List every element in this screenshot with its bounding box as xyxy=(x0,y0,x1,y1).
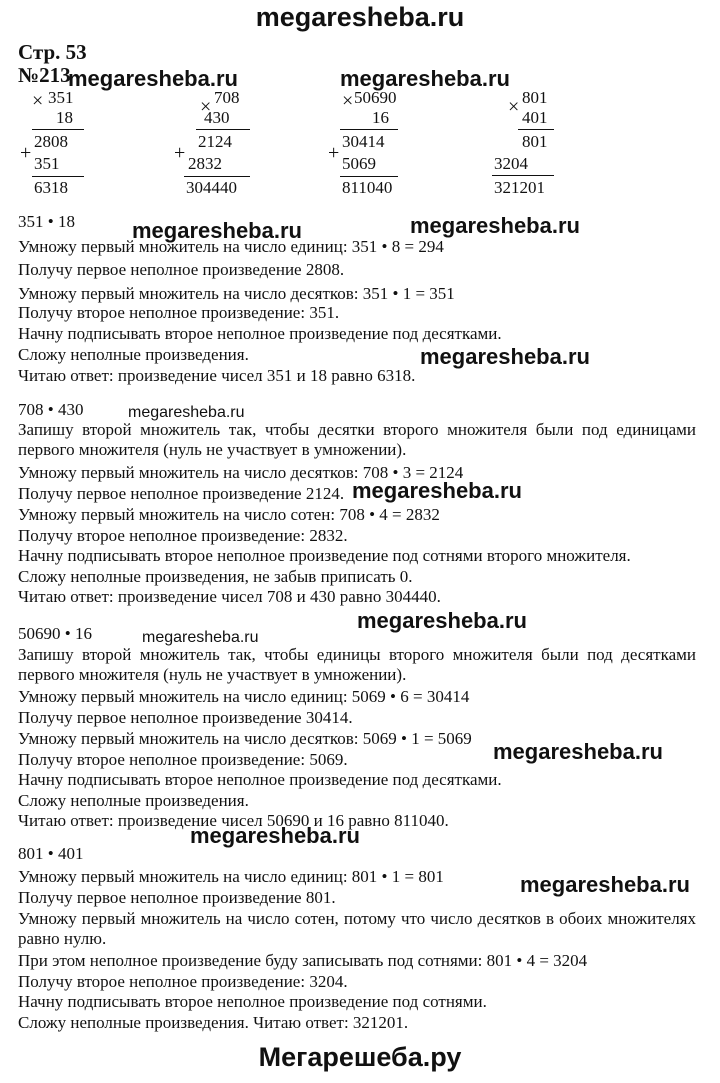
plus-sign: + xyxy=(20,142,32,164)
partial-product-2: 3204 xyxy=(494,154,528,173)
partial-product-1: 2124 xyxy=(198,132,232,151)
text-line: Читаю ответ: произведение чисел 351 и 18 равно 6318. xyxy=(18,366,416,385)
column-multiplication xyxy=(478,88,578,198)
column-multiplication xyxy=(22,88,112,198)
partial-product-2: 2832 xyxy=(188,154,222,173)
partial-product-2: 5069 xyxy=(342,154,376,173)
text-line: Умножу первый множитель на число единиц: 5069 • 6 = 30414 xyxy=(18,687,470,706)
text-line: Сложу неполные произведения. xyxy=(18,345,249,364)
multiplicand: 801 xyxy=(522,88,548,107)
product: 304440 xyxy=(186,178,237,197)
watermark: megaresheba.ru xyxy=(420,344,590,369)
text-line: При этом неполное произведение буду записывать под сотнями: 801 • 4 = 3204 xyxy=(18,951,588,970)
watermark: megaresheba.ru xyxy=(340,66,510,91)
section-title: 708 • 430 xyxy=(18,400,84,419)
rule xyxy=(340,176,398,177)
watermark: megaresheba.ru xyxy=(132,218,302,243)
text-line: Умножу первый множитель на число десятков: 351 • 1 = 351 xyxy=(18,284,455,303)
multiplier: 18 xyxy=(56,108,73,127)
rule xyxy=(518,129,554,130)
product: 811040 xyxy=(342,178,393,197)
multiplier: 16 xyxy=(372,108,389,127)
text-line: Получу первое неполное произведение 30414. xyxy=(18,708,353,727)
text-line: Получу первое неполное произведение 801. xyxy=(18,888,336,907)
text-line: Получу второе неполное произведение: 5069. xyxy=(18,750,348,769)
times-sign: × xyxy=(200,96,212,118)
partial-product-2: 351 xyxy=(34,154,60,173)
site-footer[interactable]: Мегарешеба.ру xyxy=(258,1042,462,1072)
text-line: Начну подписывать второе неполное произведение под сотнями второго множителя. xyxy=(18,546,631,565)
text-line: Получу второе неполное произведение: 351. xyxy=(18,303,340,322)
text-line: Начну подписывать второе неполное произведение под десятками. xyxy=(18,770,502,789)
partial-product-1: 2808 xyxy=(34,132,68,151)
text-paragraph: Запишу второй множитель так, чтобы единицы второго множителя были под десятками первого множителя (нуль не участвует в умножении). xyxy=(18,645,696,684)
column-multiplication xyxy=(174,88,278,198)
watermark: megaresheba.ru xyxy=(520,872,690,897)
text-paragraph: Запишу второй множитель так, чтобы десятки второго множителя были под единицами первого множителя (нуль не участвует в умножении). xyxy=(18,420,696,459)
text-line: Сложу неполные произведения, не забыв приписать 0. xyxy=(18,567,413,586)
rule xyxy=(196,129,250,130)
section-title: 50690 • 16 xyxy=(18,624,92,643)
task-label: №213 xyxy=(18,63,71,87)
watermark: megaresheba.ru xyxy=(128,404,245,421)
text-line: Получу второе неполное произведение: 2832. xyxy=(18,526,348,545)
partial-product-1: 30414 xyxy=(342,132,385,151)
rule xyxy=(340,129,398,130)
text-paragraph: Умножу первый множитель на число сотен, потому что число десятков в обоих множителях равно нулю. xyxy=(18,909,696,948)
text-line: Умножу первый множитель на число единиц: 801 • 1 = 801 xyxy=(18,867,444,886)
text-line: Читаю ответ: произведение чисел 50690 и 16 равно 811040. xyxy=(18,811,449,830)
times-sign: × xyxy=(342,90,354,112)
watermark: megaresheba.ru xyxy=(142,629,259,646)
rule xyxy=(32,129,84,130)
page-label: Стр. 53 xyxy=(18,40,87,64)
text-line: Умножу первый множитель на число десятков: 5069 • 1 = 5069 xyxy=(18,729,472,748)
product: 6318 xyxy=(34,178,68,197)
watermark: megaresheba.ru xyxy=(352,478,522,503)
plus-sign: + xyxy=(328,142,340,164)
watermark: megaresheba.ru xyxy=(357,608,527,633)
multiplicand: 708 xyxy=(214,88,240,107)
column-multiplication xyxy=(328,88,438,198)
watermark: megaresheba.ru xyxy=(410,213,580,238)
text-line: Читаю ответ: произведение чисел 708 и 430 равно 304440. xyxy=(18,587,441,606)
text-line: Умножу первый множитель на число сотен: 708 • 4 = 2832 xyxy=(18,505,440,524)
times-sign: × xyxy=(508,96,520,118)
rule xyxy=(492,175,554,176)
partial-product-1: 801 xyxy=(522,132,548,151)
section-title: 801 • 401 xyxy=(18,844,84,863)
text-line: Получу первое неполное произведение 2124. xyxy=(18,484,345,503)
text-line: Начну подписывать второе неполное произведение под десятками. xyxy=(18,324,502,343)
text-line: Умножу первый множитель на число единиц: 351 • 8 = 294 xyxy=(18,237,444,256)
text-line: Получу первое неполное произведение 2808. xyxy=(18,260,345,279)
multiplier: 401 xyxy=(522,108,548,127)
site-header[interactable]: megaresheba.ru xyxy=(255,2,465,32)
multiplicand: 351 xyxy=(48,88,74,107)
text-line: Начну подписывать второе неполное произведение под сотнями. xyxy=(18,992,487,1011)
multiplier: 430 xyxy=(204,108,230,127)
plus-sign: + xyxy=(174,142,186,164)
text-line: Умножу первый множитель на число десятков: 708 • 3 = 2124 xyxy=(18,463,464,482)
multiplicand: 50690 xyxy=(354,88,397,107)
text-line: Сложу неполные произведения. xyxy=(18,791,249,810)
text-line: Получу второе неполное произведение: 3204. xyxy=(18,972,348,991)
watermark: megaresheba.ru xyxy=(68,66,238,91)
rule xyxy=(32,176,84,177)
watermark: megaresheba.ru xyxy=(190,823,360,848)
text-line: Сложу неполные произведения. Читаю ответ: 321201. xyxy=(18,1013,409,1032)
rule xyxy=(184,176,250,177)
watermark: megaresheba.ru xyxy=(493,739,663,764)
product: 321201 xyxy=(494,178,545,197)
section-title: 351 • 18 xyxy=(18,212,75,231)
times-sign: × xyxy=(32,90,44,112)
